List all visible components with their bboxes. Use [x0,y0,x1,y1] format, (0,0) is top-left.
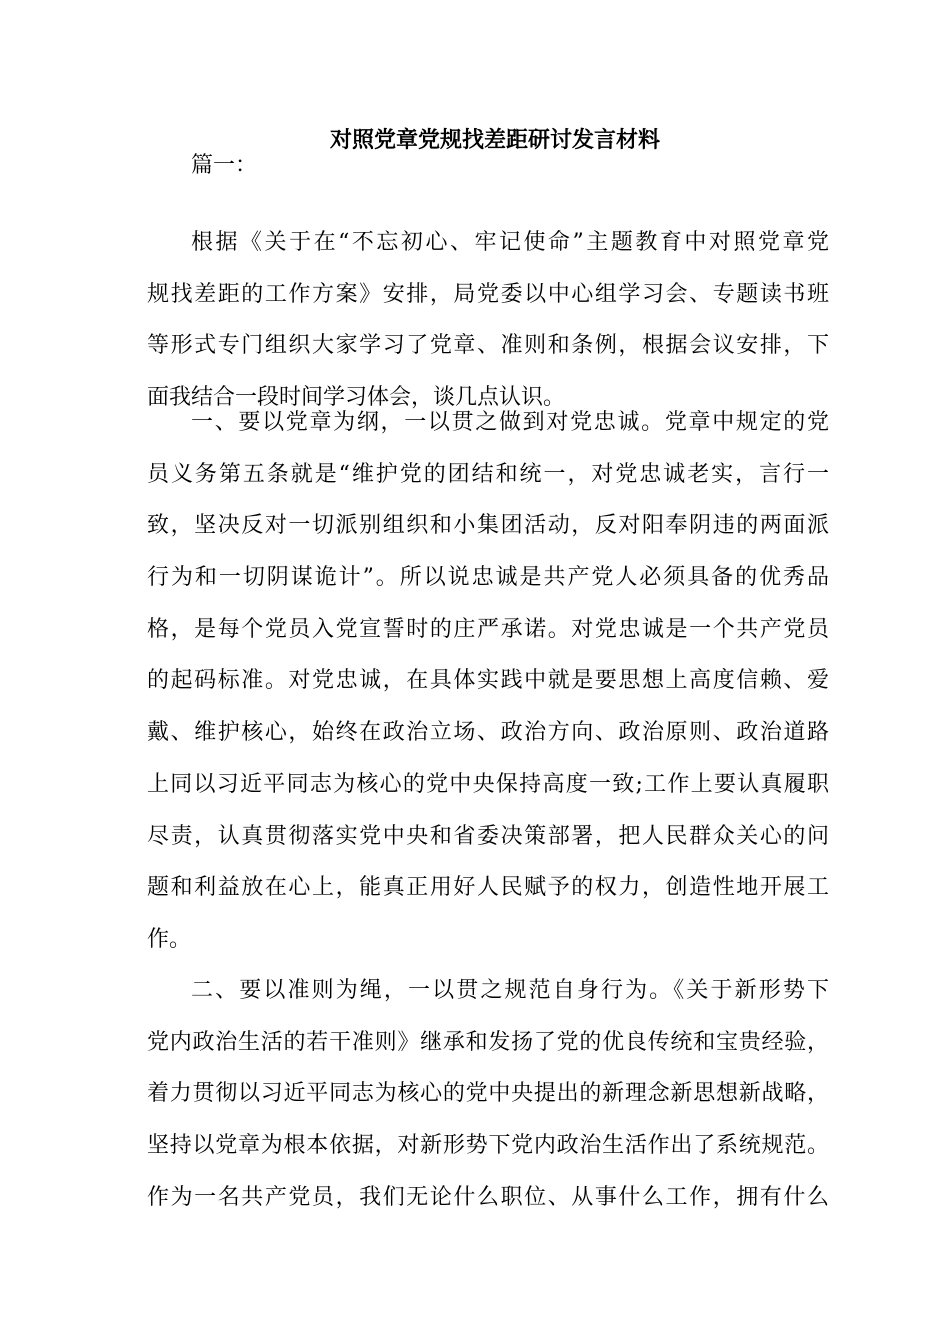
paragraph-line: 员义务第五条就是“维护党的团结和统一，对党忠诚老实，言行一 [147,461,829,487]
paragraph-3 [147,965,829,1223]
section-label: 篇一： [191,153,258,178]
document-title: 对照党章党规找差距研讨发言材料 [329,127,660,153]
paragraph-line: 着力贯彻以习近平同志为核心的党中央提出的新理念新思想新战略， [147,1081,829,1107]
paragraph-1 [147,217,829,424]
paragraph-line: 的起码标准。对党忠诚，在具体实践中就是要思想上高度信赖、爱 [147,668,829,694]
paragraph-line: 规找差距的工作方案》安排，局党委以中心组学习会、专题读书班 [147,281,829,307]
paragraph-line: 二、要以准则为绳，一以贯之规范自身行为。《关于新形势下 [191,978,829,1003]
paragraph-line: 作为一名共产党员，我们无论什么职位、从事什么工作，拥有什么 [147,1184,829,1210]
paragraph-line: 坚持以党章为根本依据，对新形势下党内政治生活作出了系统规范。 [147,1133,829,1159]
paragraph-line: 面我结合一段时间学习体会，谈几点认识。 [147,385,566,411]
paragraph-line: 格，是每个党员入党宣誓时的庄严承诺。对党忠诚是一个共产党员 [147,616,829,642]
paragraph-line: 行为和一切阴谋诡计”。所以说忠诚是共产党人必须具备的优秀品 [147,565,829,591]
paragraph-line: 一、要以党章为纲，一以贯之做到对党忠诚。党章中规定的党 [191,410,829,435]
section-label-block [147,140,829,192]
paragraph-line: 党内政治生活的若干准则》继承和发扬了党的优良传统和宝贵经验， [147,1029,829,1055]
paragraph-line: 题和利益放在心上，能真正用好人民赋予的权力，创造性地开展工 [147,875,829,901]
paragraph-line: 作。 [147,926,192,952]
paragraph-line: 上同以习近平同志为核心的党中央保持高度一致;工作上要认真履职 [147,771,829,797]
paragraph-line: 根据《关于在“不忘初心、牢记使命”主题教育中对照党章党 [191,230,829,255]
paragraph-2 [147,397,829,966]
paragraph-line: 尽责，认真贯彻落实党中央和省委决策部署，把人民群众关心的问 [147,823,829,849]
paragraph-line: 致，坚决反对一切派别组织和小集团活动，反对阳奉阴违的两面派 [147,513,829,539]
paragraph-line: 等形式专门组织大家学习了党章、准则和条例，根据会议安排，下 [147,333,829,359]
paragraph-line: 戴、维护核心，始终在政治立场、政治方向、政治原则、政治道路 [147,720,829,746]
